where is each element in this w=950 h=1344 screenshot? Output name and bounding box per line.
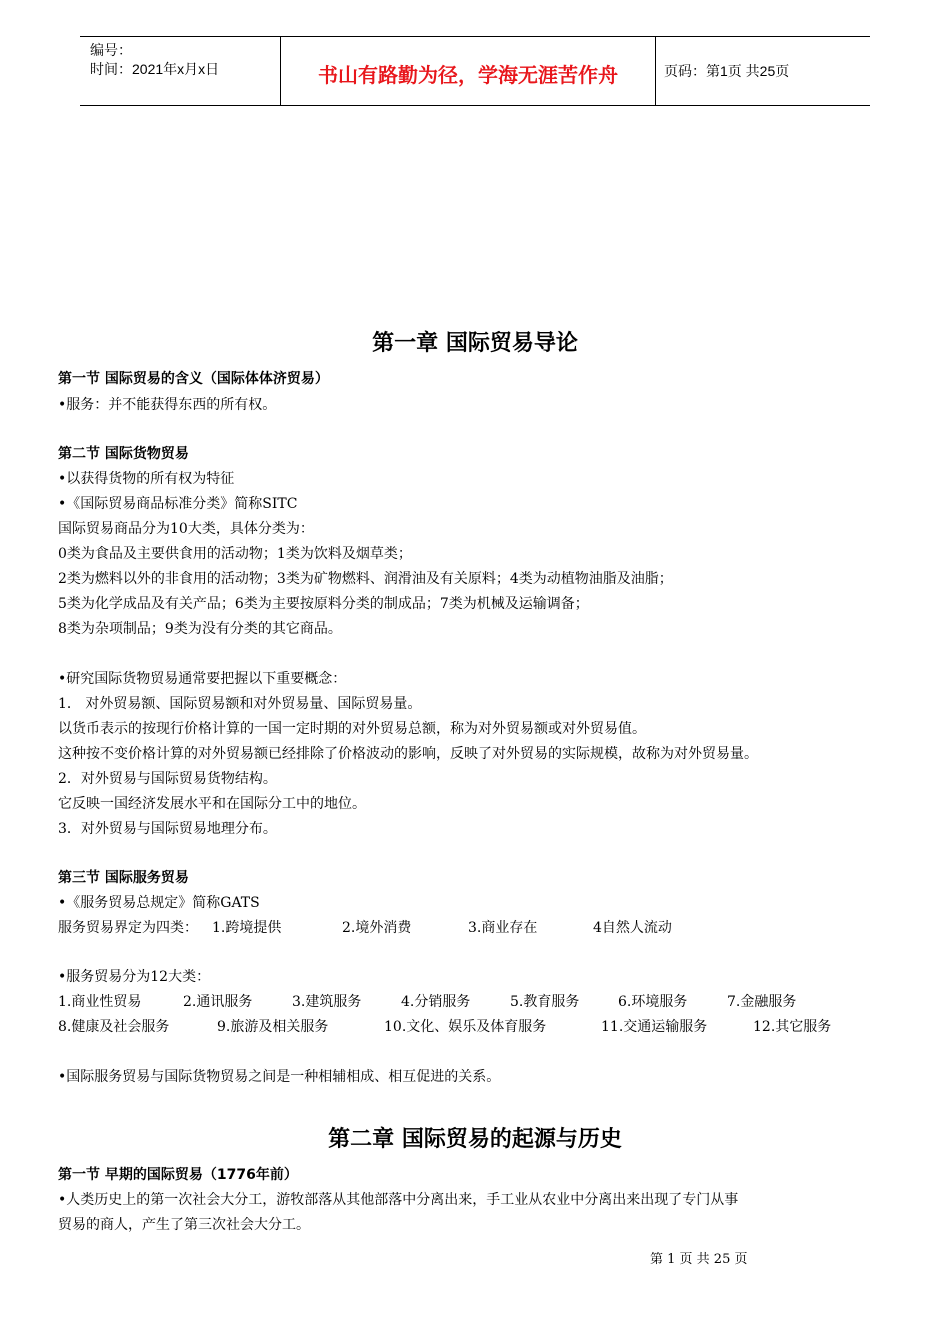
number-label: 编号： [90,42,132,58]
section-heading: 第二节 国际货物贸易 [58,446,189,462]
service-type: 10.文化、娱乐及体育服务 [384,1019,547,1035]
paragraph-line: 这种按不变价格计算的对外贸易额已经排除了价格波动的影响，反映了对外贸易的实际规模，故称为对外贸易量。 [58,746,758,762]
paragraph-line: 2．对外贸易与国际贸易货物结构。 [58,771,277,787]
mode-item: 4自然人流动 [593,920,672,936]
service-type: 8.健康及社会服务 [58,1019,170,1035]
mode-item: 3.商业存在 [468,920,538,936]
service-type: 5.教育服务 [510,994,580,1010]
document-header [80,36,870,106]
service-type: 6.环境服务 [618,994,688,1010]
paragraph-line: 国际贸易商品分为10大类，具体分类为： [58,521,314,537]
service-type: 4.分销服务 [401,994,471,1010]
paragraph-line: 1． 对外贸易额、国际贸易额和对外贸易量、国际贸易量。 [58,696,422,712]
service-type: 2.通讯服务 [183,994,253,1010]
paragraph-line: 2类为燃料以外的非食用的活动物；3类为矿物燃料、润滑油及有关原料；4类为动植物油脂及油脂； [58,571,673,587]
service-type: 11.交通运输服务 [601,1019,708,1035]
paragraph-line: •《国际贸易商品标准分类》简称SITC [58,496,298,512]
paragraph-line: 以货币表示的按现行价格计算的一国一定时期的对外贸易总额，称为对外贸易额或对外贸易值。 [58,721,646,737]
paragraph-line: 5类为化学成品及有关产品；6类为主要按原料分类的制成品；7类为机械及运输调备； [58,596,589,612]
paragraph-line: •以获得货物的所有权为特征 [58,471,235,487]
date-label: 时间：2021年x月x日 [90,61,220,77]
service-type: 12.其它服务 [753,1019,832,1035]
header-divider [655,37,656,105]
paragraph-line: •《服务贸易总规定》简称GATS [58,895,260,911]
service-type: 7.金融服务 [727,994,797,1010]
paragraph-line: •服务：并不能获得东西的所有权。 [58,397,277,413]
service-type: 3.建筑服务 [292,994,362,1010]
section-heading: 第一节 早期的国际贸易（1776年前） [58,1167,298,1183]
service-type: 9.旅游及相关服务 [217,1019,329,1035]
section-heading: 第三节 国际服务贸易 [58,870,189,886]
paragraph-line: 贸易的商人，产生了第三次社会大分工。 [58,1217,310,1233]
header-meta [90,41,219,79]
header-divider [280,37,281,105]
paragraph-line: 0类为食品及主要供食用的活动物；1类为饮料及烟草类； [58,546,412,562]
mode-item: 1.跨境提供 [212,920,282,936]
paragraph-line: 3．对外贸易与国际贸易地理分布。 [58,821,277,837]
chapter-title: 第二章 国际贸易的起源与历史 [328,1127,622,1152]
paragraph-line: •服务贸易分为12大类： [58,969,211,985]
page-label: 页码：第1页 共25页 [664,63,790,79]
page-footer: 第 1 页 共 25 页 [650,1252,748,1267]
service-type: 1.商业性贸易 [58,994,142,1010]
paragraph-line: •研究国际货物贸易通常要把握以下重要概念： [58,671,347,687]
mode-item: 2.境外消费 [342,920,412,936]
paragraph-line: 8类为杂项制品；9类为没有分类的其它商品。 [58,621,342,637]
paragraph-line: •人类历史上的第一次社会大分工，游牧部落从其他部落中分离出来，手工业从农业中分离出来出现了专门从事 [58,1192,739,1208]
motto: 书山有路勤为径，学海无涯苦作舟 [318,63,618,87]
chapter-title: 第一章 国际贸易导论 [372,331,578,356]
paragraph-line: 它反映一国经济发展水平和在国际分工中的地位。 [58,796,366,812]
section-heading: 第一节 国际贸易的含义（国际体体济贸易） [58,371,329,387]
paragraph-line: •国际服务贸易与国际货物贸易之间是一种相辅相成、相互促进的关系。 [58,1069,501,1085]
modes-intro: 服务贸易界定为四类： [58,920,198,936]
